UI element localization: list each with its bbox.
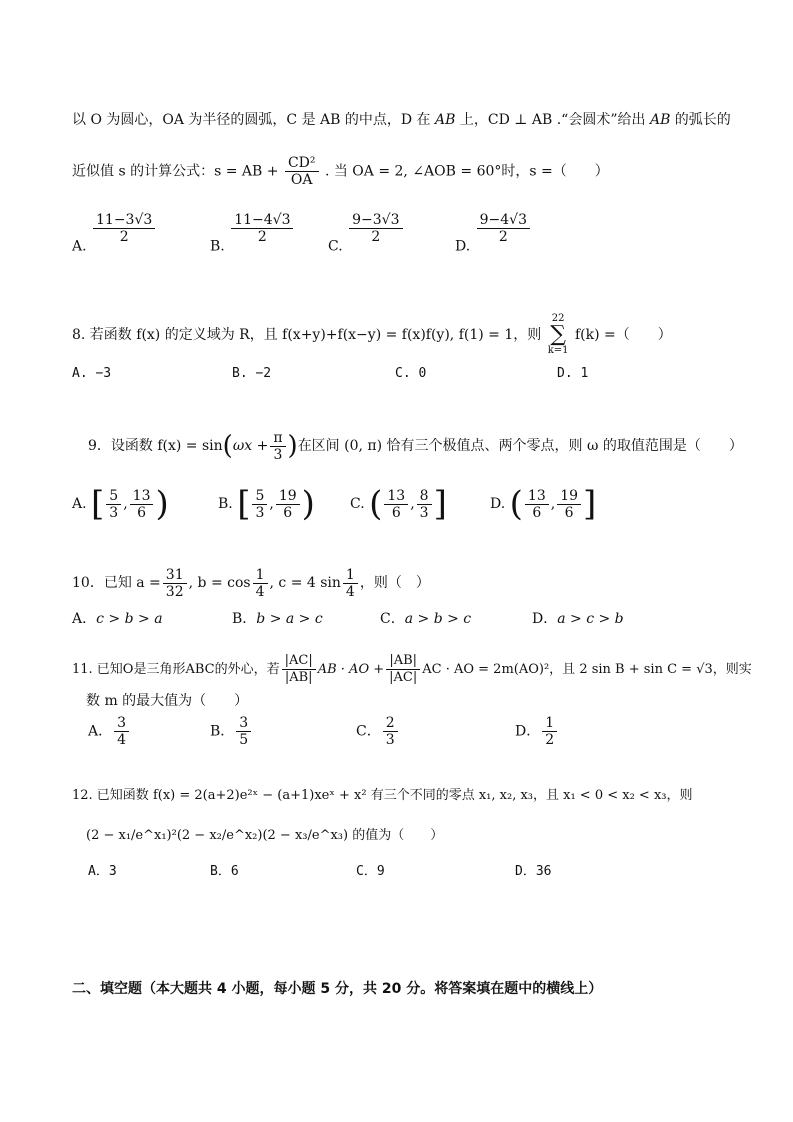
q9-option-d-close: ] (583, 484, 597, 524)
q11-c-den: 3 (383, 731, 398, 748)
q10-option-c[interactable] (380, 608, 471, 628)
q7-formula-fraction (285, 155, 319, 188)
q11-option-d-label: D． (515, 723, 541, 740)
q7-line1b-text: 上，CD ⊥ AB .“会圆术”给出 (455, 112, 650, 128)
q9-c-d2: 3 (419, 504, 429, 521)
q11-f2-num: |AB| (386, 653, 420, 670)
q10-option-a[interactable] (72, 608, 163, 628)
q10-b-frac (253, 567, 268, 600)
q8-option-c-label: C. (395, 366, 411, 381)
q12-option-c-label: C． (356, 864, 377, 879)
q11-c-num: 2 (385, 715, 395, 731)
right-paren-icon: ) (287, 431, 298, 461)
q8-option-a[interactable] (72, 366, 111, 381)
q9-option-a-open: [ (91, 484, 105, 524)
q10-option-d-label: D． (532, 611, 558, 627)
q7-option-c[interactable] (328, 212, 405, 255)
q8-option-d-label: D. (557, 366, 573, 381)
q9-pi-num: π (270, 430, 285, 447)
q7-option-d-den: 2 (498, 229, 508, 245)
q9-stem-a: 9．设函数 f(x) = sin (88, 438, 223, 454)
q7-option-a-num: 11−3√3 (93, 212, 155, 229)
q11-option-d[interactable] (515, 715, 559, 748)
q11-b-num: 3 (239, 715, 249, 731)
q7-option-c-num: 9−3√3 (349, 212, 402, 229)
q11-option-d-frac (542, 715, 557, 748)
q12-option-b[interactable] (210, 860, 239, 879)
q8-option-a-label: A. (72, 366, 88, 381)
q9-a-n2: 13 (130, 488, 154, 505)
q12-line2-text: (2 − x₁/e^x₁)²(2 − x₂/e^x₂)(2 − x₃/e^x₃) 的值为（ ） (86, 828, 444, 843)
q10-option-d-value: a > c > b (557, 611, 624, 627)
q7-formula-lead: 近似值 s 的计算公式：s = AB + (72, 163, 279, 180)
q7-option-d-frac (477, 212, 530, 245)
sigma-icon: ∑ (550, 322, 566, 347)
q9-option-c[interactable]: C. ( $\frac{13}{6}$ , $\frac{8}{3}$ ] (350, 484, 447, 524)
left-paren-icon: ( (222, 431, 233, 461)
q11-f1-num: |AC| (282, 653, 316, 670)
q11-frac1 (282, 653, 316, 686)
q9-c-n2: 8 (417, 488, 432, 505)
q8-option-d-value: 1 (580, 366, 589, 381)
q8-option-a-value: −3 (95, 366, 112, 381)
q8-option-b[interactable] (232, 366, 271, 381)
q10-option-b-value: b > a > c (256, 611, 323, 627)
q8-stem-a: 8. 若函数 f(x) 的定义域为 R，且 f(x+y)+f(x−y) = f(x)f(y), f(1) = 1，则 (72, 327, 542, 343)
q7-option-c-frac (349, 212, 402, 245)
q9-pi-frac (270, 430, 285, 463)
q11-option-b-label: B． (210, 723, 235, 740)
q11-mid2: AC · AO = 2m(AO)²，且 2 sin B + sin C = √3，则实 (422, 662, 752, 677)
q9-option-a-close: ) (155, 484, 169, 524)
q7-option-a-frac (93, 212, 155, 245)
q7-option-a[interactable] (72, 212, 157, 255)
q9-option-a[interactable]: A. [ $\frac{5}{3}$ , $\frac{13}{6}$ ) (72, 484, 169, 524)
q7-option-b-den: 2 (257, 229, 267, 245)
q11-option-a-frac (114, 715, 129, 748)
q9-option-b-label: B. (218, 496, 233, 512)
q9-option-b-frac2 (276, 488, 300, 521)
q7-arc-ab: AB (435, 112, 456, 128)
q11-line2-text: 数 m 的最大值为（ ） (86, 693, 249, 709)
q9-option-d-open: ( (509, 484, 523, 524)
q7-line2 (72, 155, 609, 188)
q11-option-c-frac (383, 715, 398, 748)
q10-b-num: 1 (253, 567, 268, 584)
q11-mid1: AB · AO + (317, 662, 385, 677)
q10-option-b[interactable] (232, 608, 323, 628)
q9-pi-den: 3 (273, 446, 283, 463)
q9-option-b-close: ) (301, 484, 315, 524)
q10-option-d[interactable] (532, 608, 624, 628)
q9-b-n2: 19 (276, 488, 300, 505)
q7-line1c-text: 的弧长的 (670, 112, 731, 128)
q12-line1-text: 12. 已知函数 f(x) = 2(a+2)e²ˣ − (a+1)xeˣ + x² 有三个不同的零点 x₁, x₂, x₃，且 x₁ < 0 < x₂ < x₃，则 (72, 788, 693, 803)
q7-frac-num: CD² (285, 155, 319, 172)
q8-option-c-value: 0 (418, 366, 427, 381)
q9-option-c-frac2 (417, 488, 432, 521)
q7-option-b-label: B. (210, 238, 225, 255)
q9-b-d1: 3 (255, 504, 265, 521)
q8-sum-top: 22 (551, 313, 565, 324)
q11-f1-den: |AB| (284, 670, 313, 685)
q10-stem (72, 565, 430, 601)
q7-frac-den: OA (290, 172, 313, 188)
q9-option-d-label: D. (490, 496, 506, 512)
q10-a-frac (163, 567, 187, 600)
q12-option-d-label: D． (515, 864, 536, 879)
q10-option-b-label: B． (232, 611, 257, 627)
q9-b-n1: 5 (252, 488, 267, 505)
q9-option-a-label: A. (72, 496, 87, 512)
q7-option-b[interactable] (210, 212, 295, 255)
q9-d-n2: 19 (557, 488, 581, 505)
q9-b-d2: 6 (283, 504, 293, 521)
section-heading: 二、填空题（本大题共 4 小题，每小题 5 分，共 20 分。将答案填在题中的横线上） (72, 981, 603, 997)
q7-option-c-den: 2 (371, 229, 381, 245)
q10-a-num: 31 (163, 567, 187, 584)
q11-f2-den: |AC| (389, 670, 418, 685)
q11-line2 (86, 691, 248, 711)
q8-sum-bottom: k=1 (547, 345, 569, 356)
q7-option-b-frac (231, 212, 293, 245)
q11-option-c[interactable] (356, 715, 400, 748)
q7-option-b-num: 11−4√3 (231, 212, 293, 229)
q12-option-c[interactable] (356, 860, 385, 879)
q9-d-d1: 6 (532, 504, 542, 521)
q11-d-den: 2 (542, 731, 557, 748)
q9-inner: ωx + (232, 438, 269, 454)
q7-formula-tail: . 当 OA = 2, ∠AOB = 60°时，s =（ ） (324, 163, 609, 180)
q11-stem-a: 11. 已知O是三角形ABC的外心，若 (72, 662, 280, 677)
q12-option-b-label: B． (210, 864, 231, 879)
q8-stem-b: f(k) =（ ） (574, 327, 672, 343)
q10-a-den: 32 (165, 583, 184, 600)
q11-a-den: 4 (114, 731, 129, 748)
q8-stem (72, 314, 672, 356)
q8-option-d[interactable] (557, 366, 588, 381)
q11-d-num: 1 (545, 715, 555, 731)
q9-stem (88, 428, 743, 464)
q12-line1 (72, 786, 693, 806)
q9-option-d[interactable]: D. ( $\frac{13}{6}$ , $\frac{19}{6}$ ] (490, 484, 597, 524)
q9-option-b-open: [ (237, 484, 251, 524)
q7-line1 (72, 110, 731, 130)
q12-line2 (86, 826, 443, 846)
q11-option-b-frac (236, 715, 251, 748)
q7-option-a-den: 2 (119, 229, 129, 245)
q9-a-d2: 6 (137, 504, 147, 521)
q10-option-c-label: C． (380, 611, 405, 627)
q9-option-c-frac1 (384, 488, 408, 521)
q12-option-a[interactable] (88, 860, 117, 879)
q8-option-c[interactable] (395, 366, 426, 381)
q7-option-d[interactable] (455, 212, 532, 255)
q8-option-b-label: B. (232, 366, 248, 381)
q10-option-c-value: a > b > c (404, 611, 472, 627)
q9-stem-b: 在区间 (0, π) 恰有三个极值点、两个零点，则 ω 的取值范围是（ ） (297, 438, 743, 454)
q9-option-c-open: ( (369, 484, 383, 524)
q7-option-d-label: D. (455, 238, 471, 255)
q12-option-a-value: 3 (108, 864, 117, 879)
q12-option-d-value: 36 (535, 864, 552, 879)
q9-a-d1: 3 (109, 504, 119, 521)
q7-option-d-num: 9−4√3 (477, 212, 530, 229)
q9-option-d-frac2 (557, 488, 581, 521)
q10-stem-d: ，则（ ） (359, 575, 430, 591)
q11-stem (72, 652, 752, 688)
q11-a-num: 3 (117, 715, 127, 731)
q9-option-d-frac1 (525, 488, 549, 521)
q7-option-c-label: C. (328, 238, 343, 255)
q9-option-b-frac1 (252, 488, 267, 521)
q11-option-a-label: A． (88, 723, 113, 740)
q10-stem-c: , c = 4 sin (269, 575, 341, 591)
q11-frac2 (386, 653, 420, 686)
q9-d-n1: 13 (525, 488, 549, 505)
q9-c-n1: 13 (384, 488, 408, 505)
q11-option-a[interactable] (88, 715, 131, 748)
q10-option-a-value: c > b > a (96, 611, 163, 627)
q9-option-c-close: ] (433, 484, 447, 524)
q11-b-den: 5 (236, 731, 251, 748)
q10-b-den: 4 (255, 583, 265, 600)
q9-option-a-frac2 (130, 488, 154, 521)
q7-option-a-label: A. (72, 238, 87, 255)
q9-d-d2: 6 (564, 504, 574, 521)
q10-c-den: 4 (345, 583, 355, 600)
q12-option-c-value: 9 (376, 864, 385, 879)
q9-c-d1: 6 (391, 504, 401, 521)
q10-stem-b: , b = cos (188, 575, 251, 591)
q9-option-b[interactable]: B. [ $\frac{5}{3}$ , $\frac{19}{6}$ ) (218, 484, 315, 524)
q10-c-num: 1 (343, 567, 358, 584)
q9-a-n1: 5 (106, 488, 121, 505)
q11-option-b[interactable] (210, 715, 253, 748)
q10-c-frac (343, 567, 358, 600)
q10-option-a-label: A． (72, 611, 97, 627)
q9-option-a-frac1 (106, 488, 121, 521)
q12-option-d[interactable] (515, 860, 551, 879)
q10-stem-a: 10．已知 a = (72, 575, 161, 591)
q7-line1-text: 以 O 为圆心，OA 为半径的圆弧，C 是 AB 的中点，D 在 (72, 112, 436, 128)
q9-option-c-label: C. (350, 496, 365, 512)
q8-summation (548, 314, 569, 356)
q7-arc-ab-2: AB (649, 112, 671, 128)
q12-option-b-value: 6 (230, 864, 239, 879)
q11-option-c-label: C． (356, 723, 381, 740)
q12-option-a-label: A． (88, 864, 109, 879)
q8-option-b-value: −2 (255, 366, 272, 381)
